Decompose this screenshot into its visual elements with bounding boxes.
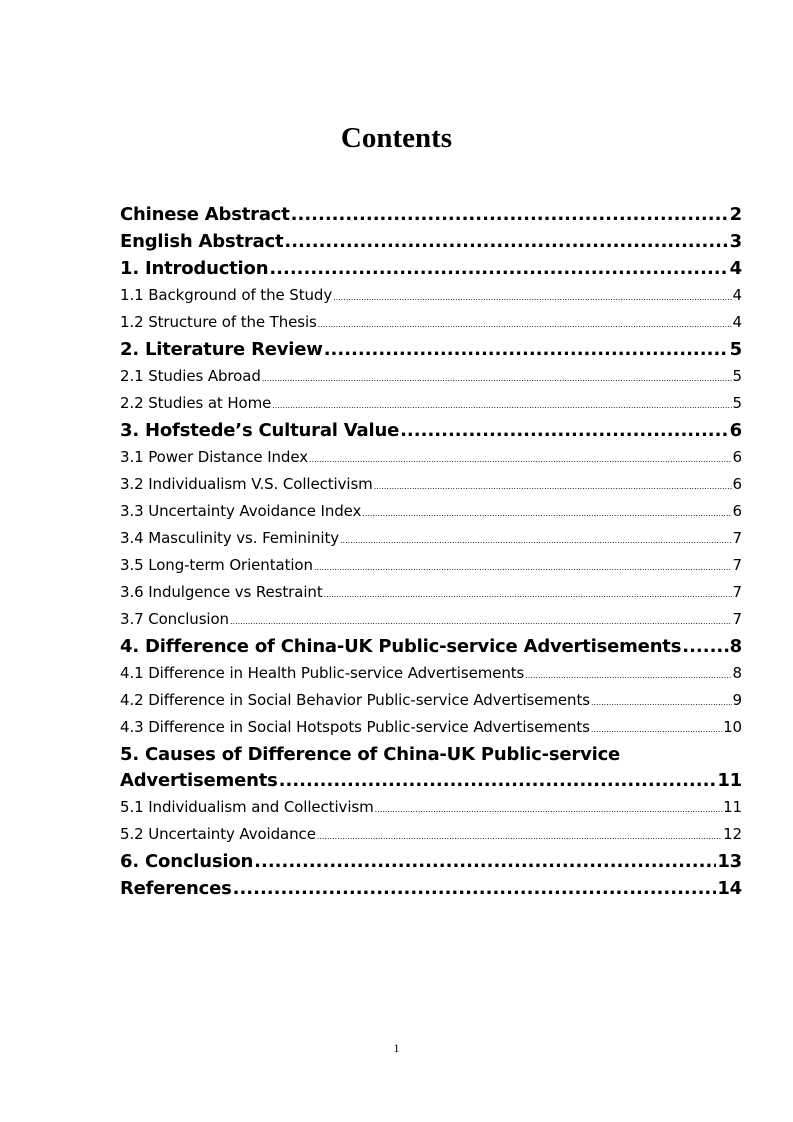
toc-entry-label: 2.1 Studies Abroad [120,367,261,385]
dot-leader [262,365,732,392]
toc-entry-label: 4.3 Difference in Social Hotspots Public-service Advertisements [120,718,590,736]
toc-entry-individualism-and-collectivism[interactable] [120,794,742,821]
dot-leader [269,255,728,282]
toc-entry-label: 5.2 Uncertainty Avoidance [120,825,316,843]
toc-page-number: 9 [732,691,742,709]
dot-leader [375,796,723,823]
toc-entry-label: References [120,878,232,899]
toc-page-number: 5 [729,339,742,360]
toc-page-number: 4 [732,313,742,331]
dot-leader [309,446,732,473]
toc-page-number: 3 [729,231,742,252]
dot-leader [591,689,732,716]
toc-entry-label: 5. Causes of Difference of China-UK Public-service [120,744,621,765]
toc-entry-uncertainty-avoidance-index[interactable] [120,498,742,525]
toc-entry-label: 2. Literature Review [120,339,323,360]
toc-entry-label-continued: Advertisements [120,770,278,791]
toc-entry-introduction[interactable] [120,255,742,282]
toc-entry-individualism-vs-collectivism[interactable] [120,471,742,498]
toc-entry-label: 3.1 Power Distance Index [120,448,308,466]
dot-leader [400,417,729,444]
toc-entry-label: 3.2 Individualism V.S. Collectivism [120,475,373,493]
toc-entry-indulgence-vs-restraint[interactable] [120,579,742,606]
dot-leader [362,500,731,527]
dot-leader [318,311,732,338]
toc-page-number: 4 [729,258,742,279]
toc-page-number: 6 [729,420,742,441]
toc-entry-background-of-the-study[interactable] [120,282,742,309]
dot-leader [317,823,722,850]
toc-page-number: 12 [723,825,742,843]
toc-entry-english-abstract[interactable] [120,228,742,255]
toc-page-number: 7 [732,583,742,601]
toc-entry-label: 3.3 Uncertainty Avoidance Index [120,502,362,520]
dot-leader [333,284,731,311]
toc-entry-long-term-orientation[interactable] [120,552,742,579]
toc-entry-label: 4. Difference of China-UK Public-service Advertisements [120,636,682,657]
toc-page-number: 6 [732,448,742,466]
toc-entry-label: English Abstract [120,231,284,252]
toc-page-number: 14 [717,878,742,899]
toc-page-number: 7 [732,610,742,628]
toc-entry-power-distance-index[interactable] [120,444,742,471]
dot-leader [525,662,731,689]
toc-entry-literature-review[interactable] [120,336,742,363]
dot-leader [291,201,729,228]
toc-entry-label: 3.7 Conclusion [120,610,229,628]
toc-entry-label: 1.2 Structure of the Thesis [120,313,317,331]
toc-entry-conclusion-3-7[interactable] [120,606,742,633]
dot-leader [314,554,732,581]
toc-entry-label: 4.2 Difference in Social Behavior Public-service Advertisements [120,691,590,709]
toc-page-number: 7 [732,556,742,574]
toc-page-number: 8 [729,636,742,657]
toc-page-number: 10 [723,718,742,736]
toc-entry-studies-at-home[interactable] [120,390,742,417]
toc-entry-references[interactable] [120,875,742,902]
dot-leader [233,875,717,902]
toc-page-number: 11 [723,798,742,816]
table-of-contents [120,201,742,902]
toc-page-number: 11 [717,770,742,791]
dot-leader [272,392,731,419]
toc-entry-causes-of-difference[interactable] [120,741,742,767]
dot-leader [279,767,717,794]
toc-entry-label: 6. Conclusion [120,851,254,872]
dot-leader [230,608,732,635]
toc-page-number: 6 [732,502,742,520]
toc-entry-difference-social-hotspots-psa[interactable] [120,714,742,741]
toc-entry-label: 4.1 Difference in Health Public-service Advertisements [120,664,525,682]
toc-entry-label: 3.6 Indulgence vs Restraint [120,583,323,601]
toc-page-number: 5 [732,394,742,412]
dot-leader [284,228,728,255]
toc-entry-label: 5.1 Individualism and Collectivism [120,798,374,816]
toc-entry-difference-health-psa[interactable] [120,660,742,687]
toc-page-number: 13 [717,851,742,872]
dot-leader [374,473,732,500]
toc-entry-label: Chinese Abstract [120,204,290,225]
dot-leader [254,848,716,875]
dot-leader [682,633,728,660]
toc-entry-hofstedes-cultural-value[interactable] [120,417,742,444]
toc-page-number: 2 [729,204,742,225]
page-title: Contents [340,122,453,154]
footer-page-number: 1 [393,1041,400,1055]
toc-page-number: 5 [732,367,742,385]
dot-leader [591,716,722,743]
toc-entry-label: 1. Introduction [120,258,269,279]
toc-entry-label: 3.4 Masculinity vs. Femininity [120,529,340,547]
toc-entry-difference-social-behavior-psa[interactable] [120,687,742,714]
dot-leader [324,581,732,608]
dot-leader [324,336,729,363]
dot-leader [340,527,732,554]
toc-entry-label: 2.2 Studies at Home [120,394,272,412]
toc-entry-causes-of-difference-continued[interactable] [120,767,742,794]
toc-page-number: 6 [732,475,742,493]
toc-page-number: 8 [732,664,742,682]
toc-entry-label: 3. Hofstede’s Cultural Value [120,420,400,441]
toc-entry-studies-abroad[interactable] [120,363,742,390]
toc-entry-difference-china-uk-psa[interactable] [120,633,742,660]
toc-entry-structure-of-the-thesis[interactable] [120,309,742,336]
toc-entry-chinese-abstract[interactable] [120,201,742,228]
toc-page-number: 7 [732,529,742,547]
toc-entry-label: 3.5 Long-term Orientation [120,556,313,574]
toc-page-number: 4 [732,286,742,304]
toc-entry-label: 1.1 Background of the Study [120,286,333,304]
toc-entry-conclusion[interactable] [120,848,742,875]
toc-entry-masculinity-vs-femininity[interactable] [120,525,742,552]
toc-entry-uncertainty-avoidance[interactable] [120,821,742,848]
